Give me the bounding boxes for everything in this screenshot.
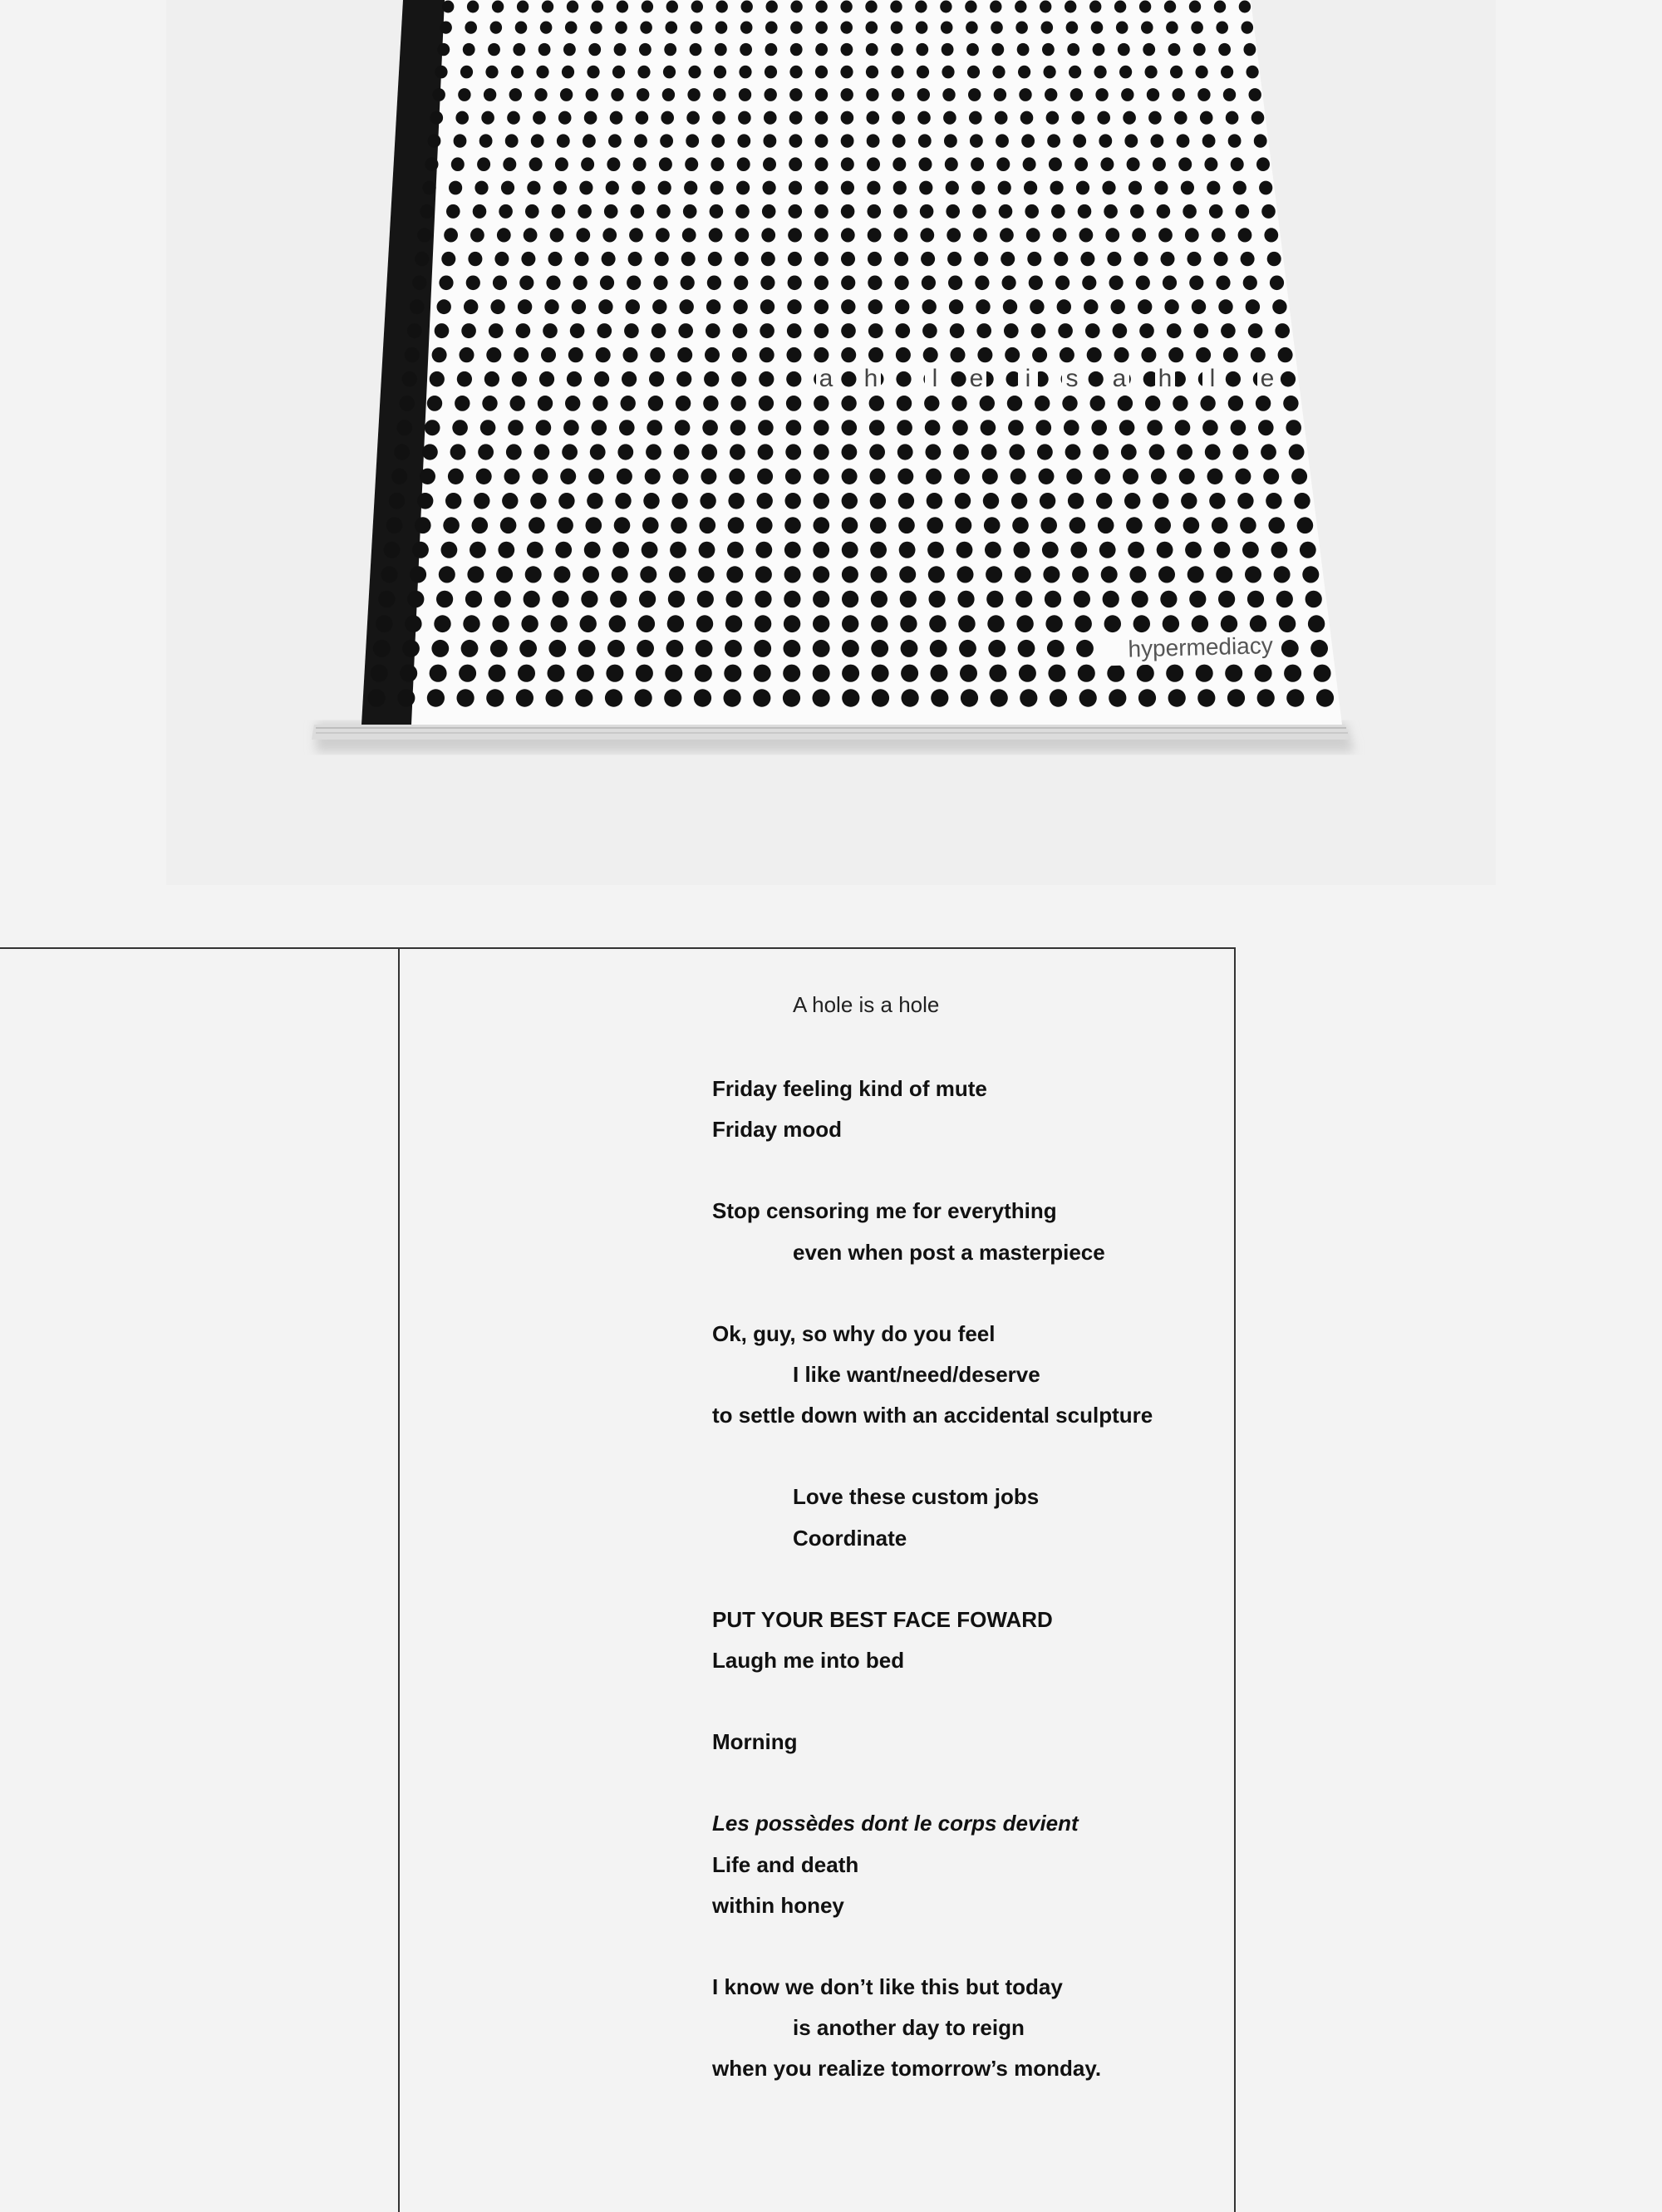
poem-body	[712, 1069, 1227, 2090]
cover-title-letter: l	[1209, 365, 1216, 392]
cover-title-letter: i	[1025, 365, 1031, 392]
poem-line: PUT YOUR BEST FACE FOWARD	[712, 1606, 1053, 1632]
cover-title-letter: h	[863, 365, 878, 392]
book-photo	[166, 0, 1496, 885]
stanza-gap	[712, 1559, 1227, 1600]
cover-title-letter: e	[969, 365, 984, 392]
book-illustration	[166, 0, 1496, 885]
cover-title-letter: a	[1112, 365, 1127, 392]
poem-line: Les possèdes dont le corps devient	[712, 1811, 1079, 1836]
poem-line: I know we don’t like this but today	[712, 1974, 1063, 2000]
poem-line: is another day to reign	[793, 2015, 1025, 2041]
cover-title-letter: h	[1158, 365, 1173, 392]
poem-line: Stop censoring me for everything	[712, 1198, 1057, 1224]
cover-title-letter: s	[1065, 365, 1079, 392]
cover-title-letter: a	[819, 365, 833, 392]
stanza-gap	[712, 1681, 1227, 1722]
poem-line: Love these custom jobs	[793, 1484, 1040, 1510]
poem-line: within honey	[712, 1892, 844, 1918]
publisher-name: hypermediacy	[1128, 632, 1274, 662]
poem-line: when you realize tomorrow’s monday.	[712, 2056, 1102, 2082]
poem-line: Morning	[712, 1729, 798, 1755]
poem-line: Coordinate	[793, 1525, 907, 1551]
poem-title: A hole is a hole	[793, 992, 940, 1017]
cover-title-letter: e	[1260, 365, 1275, 392]
poem-line: I like want/need/deserve	[793, 1362, 1040, 1388]
poem-line: Ok, guy, so why do you feel	[712, 1320, 996, 1346]
poem-line: Friday mood	[712, 1117, 843, 1143]
stanza-gap	[712, 1273, 1227, 1314]
poem-line: even when post a masterpiece	[793, 1239, 1105, 1265]
left-margin-frame	[0, 947, 400, 2212]
poem-line: to settle down with an accidental sculpture	[712, 1403, 1153, 1428]
poem-line: Life and death	[712, 1851, 859, 1877]
poem-line: Friday feeling kind of mute	[712, 1076, 987, 1101]
stanza-gap	[712, 1762, 1227, 1803]
stanza-gap	[712, 1150, 1227, 1191]
poem-line: Laugh me into bed	[712, 1648, 905, 1674]
cover-title-letter: l	[932, 365, 938, 392]
stanza-gap	[712, 1436, 1227, 1477]
stanza-gap	[712, 1926, 1227, 1967]
